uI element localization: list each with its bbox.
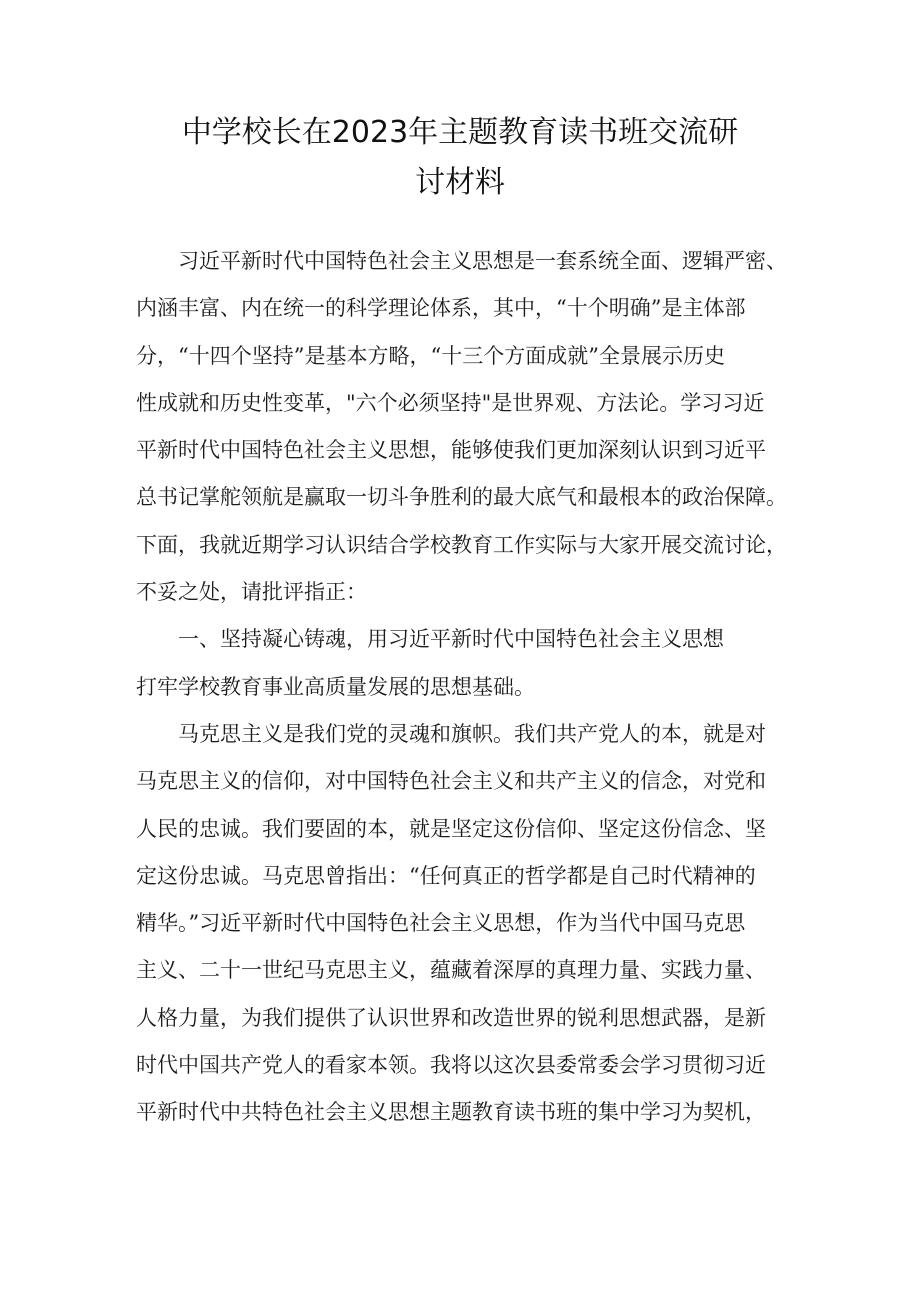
paragraph-line: 精华。”习近平新时代中国特色社会主义思想，作为当代中国马克思 xyxy=(136,911,746,936)
document-body xyxy=(136,238,791,1137)
paragraph-line: 定这份忠诚。马克思曾指出：“任何真正的哲学都是自己时代精神的 xyxy=(136,863,756,888)
title-line-1: 中学校长在2023年主题教育读书班交流研 xyxy=(181,115,739,150)
paragraph-line: 总书记掌舵领航是赢取一切斗争胜利的最大底气和最根本的政治保障。 xyxy=(136,485,787,510)
paragraph-line: 习近平新时代中国特色社会主义思想是一套系统全面、逻辑严密、 xyxy=(178,249,787,273)
paragraph-line: 不妥之处，请批评指正： xyxy=(136,580,367,605)
paragraph-line: 马克思主义的信仰，对中国特色社会主义和共产主义的信念，对党和 xyxy=(136,769,766,794)
heading-line: 一、坚持凝心铸魂，用习近平新时代中国特色社会主义思想 xyxy=(178,627,724,652)
section-heading-1 xyxy=(136,616,791,711)
paragraph-line: 主义、二十一世纪马克思主义，蕴藏着深厚的真理力量、实践力量、 xyxy=(136,958,766,983)
paragraph-line: 平新时代中共特色社会主义思想主题教育读书班的集中学习为契机， xyxy=(136,1100,766,1125)
paragraph-intro xyxy=(136,238,791,616)
heading-line: 打牢学校教育事业高质量发展的思想基础。 xyxy=(136,674,535,699)
paragraph-line: 平新时代中国特色社会主义思想，能够使我们更加深刻认识到习近平 xyxy=(136,438,766,463)
paragraph-line: 人格力量，为我们提供了认识世界和改造世界的锐利思想武器，是新 xyxy=(136,1005,766,1030)
paragraph-line: 人民的忠诚。我们要固的本，就是坚定这份信仰、坚定这份信念、坚 xyxy=(136,816,766,841)
paragraph-line: 马克思主义是我们党的灵魂和旗帜。我们共产党人的本，就是对 xyxy=(178,721,766,746)
paragraph-line: 下面，我就近期学习认识结合学校教育工作实际与大家开展交流讨论， xyxy=(136,532,787,557)
paragraph-line: 性成就和历史性变革，"六个必须坚持"是世界观、方法论。学习习近 xyxy=(136,390,765,415)
paragraph-line: 分，“十四个坚持”是基本方略，“十三个方面成就”全景展示历史 xyxy=(136,343,725,368)
title-line-2: 讨材料 xyxy=(415,165,505,200)
paragraph-line: 内涵丰富、内在统一的科学理论体系，其中，“十个明确”是主体部 xyxy=(136,296,746,321)
paragraph-line: 时代中国共产党人的看家本领。我将以这次县委常委会学习贯彻习近 xyxy=(136,1053,766,1078)
paragraph-marxism xyxy=(136,711,791,1137)
document-title xyxy=(130,108,790,208)
